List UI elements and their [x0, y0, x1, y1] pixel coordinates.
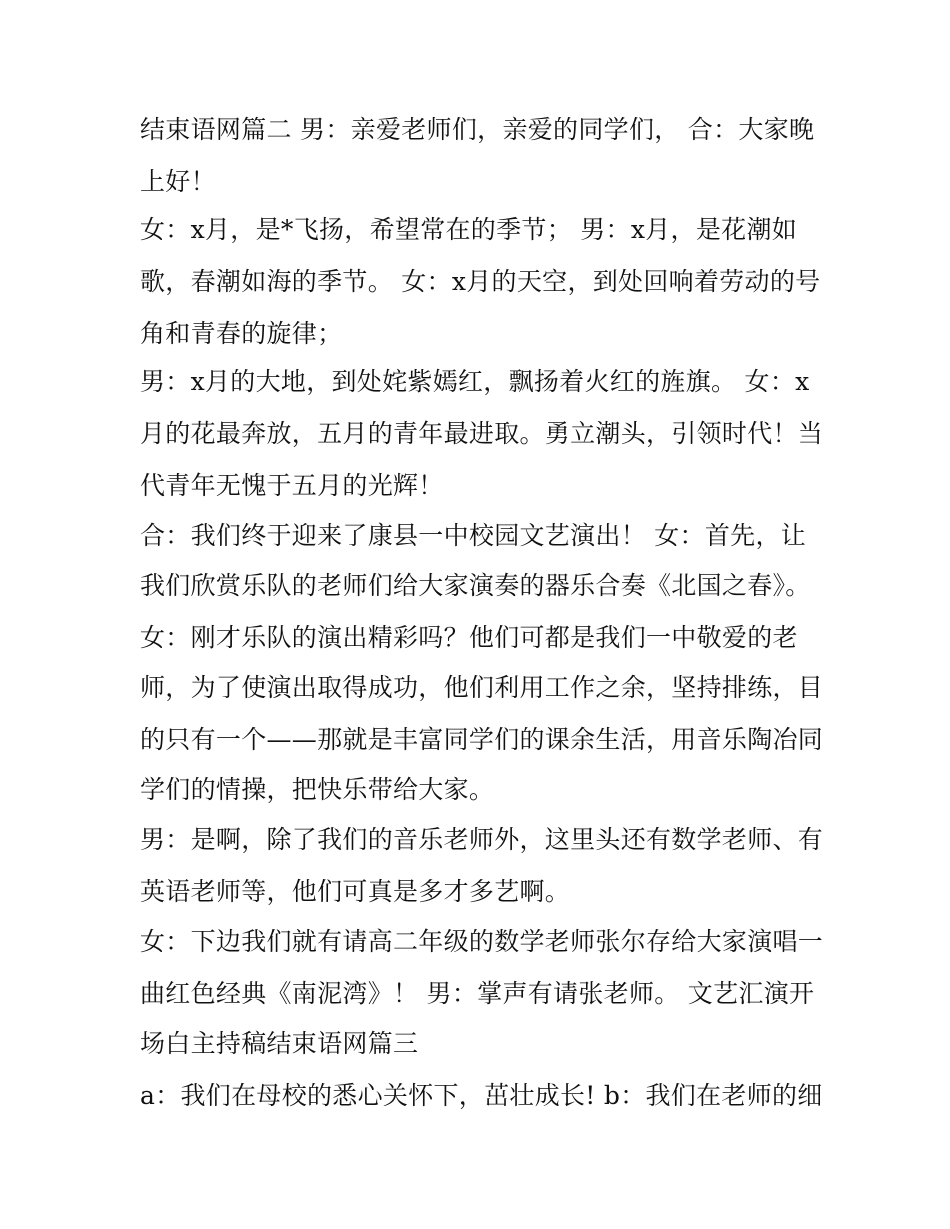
- text-line: a：我们在母校的悉心关怀下，茁壮成长! b：我们在老师的细: [140, 1081, 823, 1110]
- text-line: 学们的情操，把快乐带给大家。: [140, 775, 495, 804]
- text-line: 上好！: [140, 167, 216, 196]
- text-line: 结束语网篇二 男：亲爱老师们，亲爱的同学们， 合：大家晚: [140, 115, 815, 144]
- text-line: 英语老师等，他们可真是多才多艺啊。: [140, 877, 571, 906]
- text-line: 场白主持稿结束语网篇三: [140, 1029, 419, 1058]
- text-line: 曲红色经典《南泥湾》！ 男：掌声有请张老师。 文艺汇演开: [140, 979, 815, 1008]
- text-line: 女：x月，是*飞扬，希望常在的季节； 男：x月，是花潮如: [140, 215, 798, 244]
- text-line: 女：下边我们就有请高二年级的数学老师张尔存给大家演唱一: [140, 927, 824, 956]
- text-line: 师，为了使演出取得成功，他们利用工作之余，坚持排练，目: [140, 673, 824, 702]
- text-line: 男：x月的大地，到处姹紫嫣红，飘扬着火红的旌旗。 女：x: [140, 367, 810, 396]
- text-line: 代青年无愧于五月的光辉！: [140, 471, 444, 500]
- text-line: 歌，春潮如海的季节。 女：x月的天空，到处回响着劳动的号: [140, 267, 821, 296]
- text-line: 月的花最奔放，五月的青年最进取。勇立潮头，引领时代！当: [140, 419, 824, 448]
- text-line: 的只有一个——那就是丰富同学们的课余生活，用音乐陶冶同: [140, 725, 824, 754]
- text-line: 合：我们终于迎来了康县一中校园文艺演出！ 女：首先，让: [140, 521, 807, 550]
- text-line: 女：刚才乐队的演出精彩吗？他们可都是我们一中敬爱的老: [140, 623, 798, 652]
- text-line: 角和青春的旋律；: [140, 319, 343, 348]
- text-line: 我们欣赏乐队的老师们给大家演奏的器乐合奏《北国之春》。: [140, 571, 811, 600]
- text-line: 男：是啊，除了我们的音乐老师外，这里头还有数学老师、有: [140, 825, 824, 854]
